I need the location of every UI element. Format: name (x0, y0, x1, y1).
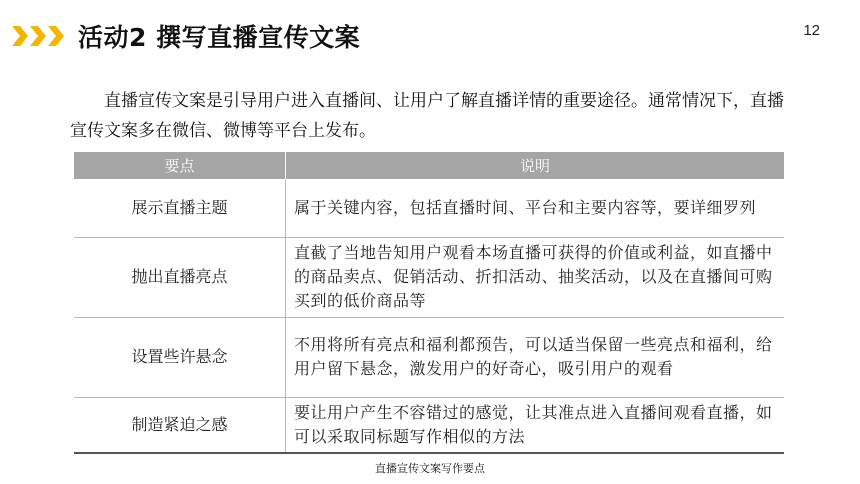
description-cell: 直截了当地告知用户观看本场直播可获得的价值或利益，如直播中的商品卖点、促销活动、折扣活动、抽奖活动，以及在直播间可购买到的低价商品等 (286, 237, 785, 317)
page-title: 活动2 撰写直播宣传文案 (78, 23, 361, 52)
slide-header (0, 0, 860, 70)
description-cell: 要让用户产生不容错过的感觉，让其准点进入直播间观看直播，如可以采取同标题写作相似的方法 (286, 397, 785, 453)
triple-chevron-right-icon (12, 26, 66, 46)
description-cell: 不用将所有亮点和福利都预告，可以适当保留一些亮点和福利，给用户留下悬念，激发用户的好奇心，吸引用户的观看 (286, 317, 785, 397)
table-row (74, 317, 784, 397)
table-row (74, 237, 784, 317)
description-cell: 属于关键内容，包括直播时间、平台和主要内容等，要详细罗列 (286, 179, 785, 237)
table-row (74, 179, 784, 237)
page-number: 12 (803, 22, 820, 39)
key-points-table (74, 152, 784, 454)
column-header-point: 要点 (74, 152, 286, 179)
point-cell: 抛出直播亮点 (74, 237, 286, 317)
table-row (74, 397, 784, 453)
table-header-row (74, 152, 784, 179)
point-cell: 展示直播主题 (74, 179, 286, 237)
column-header-description: 说明 (286, 152, 785, 179)
point-cell: 设置些许悬念 (74, 317, 286, 397)
intro-paragraph: 直播宣传文案是引导用户进入直播间、让用户了解直播详情的重要途径。通常情况下，直播宣传文案多在微信、微博等平台上发布。 (70, 91, 784, 141)
point-cell: 制造紧迫之感 (74, 397, 286, 453)
table-caption: 直播宣传文案写作要点 (375, 462, 485, 475)
